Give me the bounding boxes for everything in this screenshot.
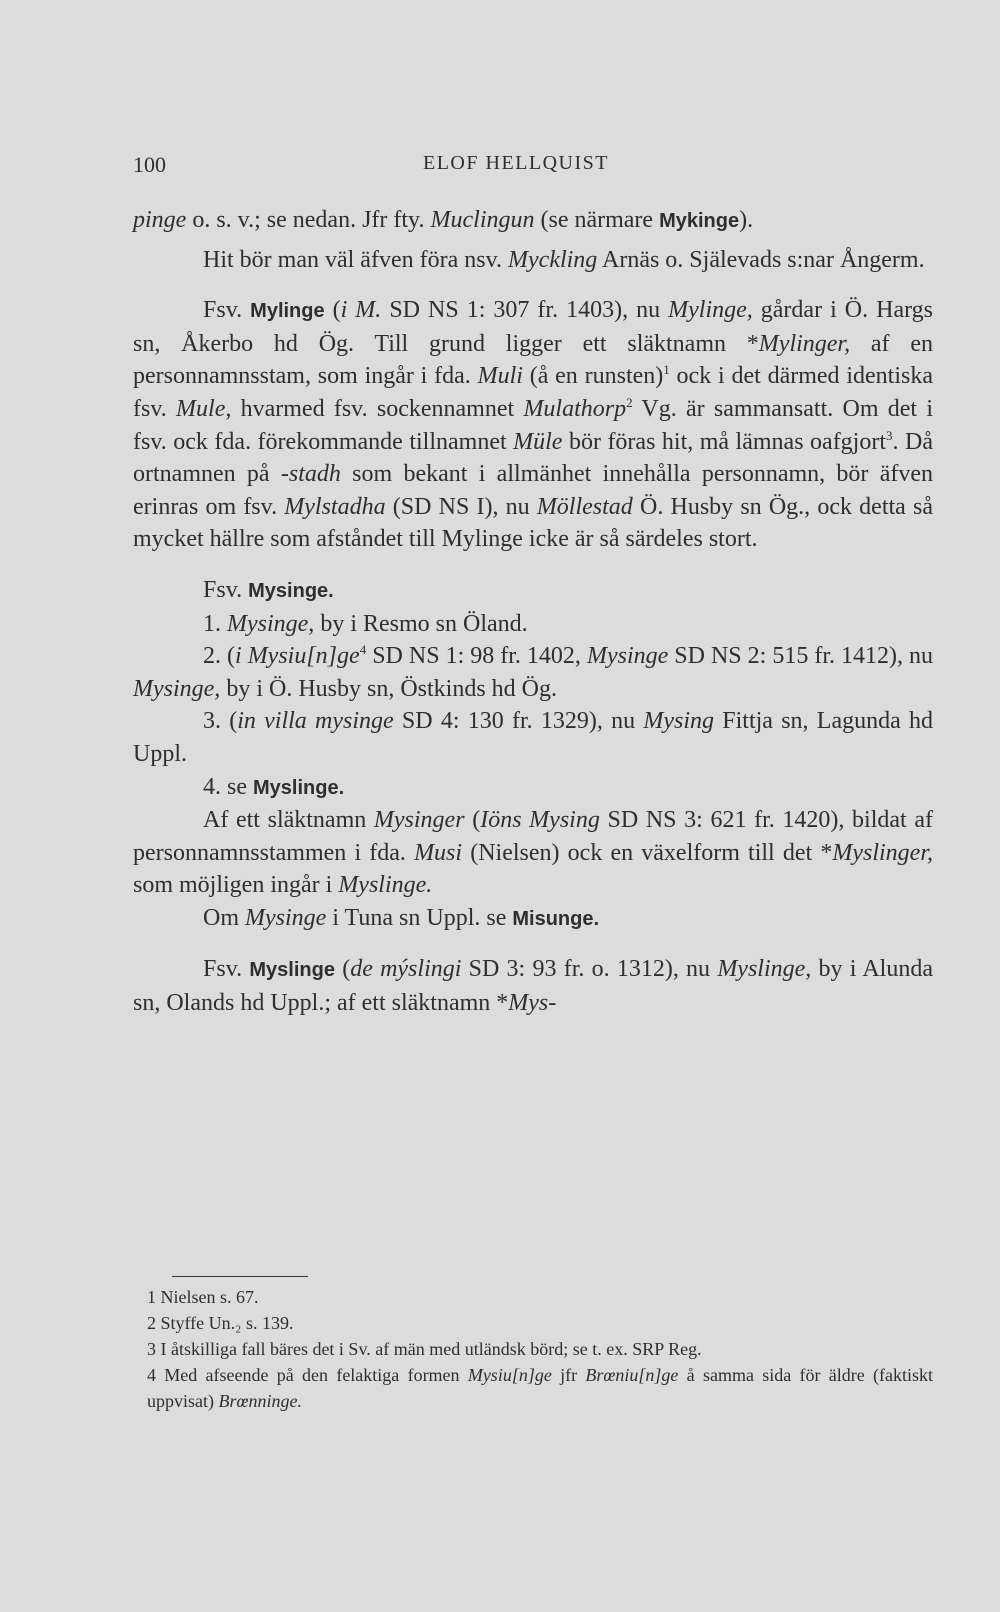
headword: Mysinge. bbox=[248, 579, 334, 602]
text-run: Fsv. bbox=[203, 297, 251, 324]
text-run: 2. ( bbox=[203, 643, 236, 670]
footnote-3: 3 I åtskilliga fall bäres det i Sv. af män med utländsk börd; se t. ex. SRP Reg. bbox=[147, 1339, 702, 1359]
text-run: SD 4: 130 fr. 1329), nu bbox=[393, 708, 644, 735]
text-run: af en personnamnsstam, som ingår i fda. bbox=[133, 330, 933, 390]
text-run: som bekant i allmänhet innehålla personnamn, bör äfven erinras om fsv. bbox=[133, 461, 933, 520]
running-head: ELOF HELLQUIST bbox=[423, 152, 609, 174]
text-run: by i Resmo sn Öland. bbox=[314, 610, 528, 637]
entry-myslinge bbox=[133, 953, 933, 1019]
italic-term: Myckling bbox=[508, 246, 598, 273]
italic-term: Brœniu[n]ge bbox=[585, 1365, 679, 1385]
italic-term: Mysinge, bbox=[227, 610, 315, 637]
text-run: i Tuna sn Uppl. se bbox=[326, 904, 513, 931]
text-run: ( bbox=[464, 807, 481, 834]
list-item-1 bbox=[133, 608, 933, 641]
text-run: 4. se bbox=[203, 773, 253, 800]
italic-term: i M. bbox=[340, 297, 382, 324]
italic-term: de mýslingi bbox=[350, 956, 462, 983]
italic-term: Mysing bbox=[643, 708, 715, 735]
text-run: som möjligen ingår i bbox=[133, 872, 339, 899]
text-run: by i Ö. Husby sn, Östkinds hd Ög. bbox=[220, 675, 558, 702]
text-run: Fittja sn, Lagunda hd Uppl. bbox=[133, 708, 933, 767]
italic-term: Mysiu[n]ge bbox=[467, 1365, 552, 1385]
text-run: Af ett släktnamn bbox=[203, 807, 374, 834]
paragraph-mysinger bbox=[133, 804, 933, 902]
text-run: Arnäs o. Själevads s:nar Ångerm. bbox=[597, 246, 925, 273]
text-run: gårdar i Ö. Hargs sn, Åkerbo hd Ög. Till grund ligger ett släktnamn * bbox=[133, 297, 933, 357]
italic-term: in villa mysinge bbox=[237, 708, 394, 735]
paragraph-tuna bbox=[133, 902, 933, 936]
italic-term: stadh bbox=[288, 461, 341, 488]
italic-term: Mysinge bbox=[245, 904, 327, 931]
italic-term: Mylinger, bbox=[758, 330, 851, 357]
text-run: 4 Med afseende på den felaktiga formen bbox=[147, 1365, 468, 1385]
footnote-4 bbox=[133, 1362, 933, 1414]
entry-mysinge-heading bbox=[133, 574, 933, 608]
text-run: ). bbox=[739, 207, 754, 233]
italic-term: Mys- bbox=[508, 990, 557, 1017]
list-item-2 bbox=[133, 640, 933, 705]
footnote-ref: 1 bbox=[663, 362, 670, 378]
text-run: 3. ( bbox=[203, 708, 238, 735]
text-run: Ö. Husby sn Ög., ock detta så mycket hällre som afståndet till Mylinge icke är så särdeles stort. bbox=[133, 493, 933, 553]
italic-term: Mylstadha bbox=[284, 493, 386, 520]
list-item-3 bbox=[133, 705, 933, 770]
text-run: o. s. v.; se nedan. Jfr fty. bbox=[186, 207, 431, 233]
page-header bbox=[133, 152, 933, 192]
text-run: å samma sida för äldre (faktiskt uppvisat) bbox=[147, 1365, 933, 1411]
italic-term: Muclingun bbox=[430, 207, 535, 233]
italic-term: Musi bbox=[414, 839, 463, 866]
text-run: SD NS 1: 98 fr. 1402, bbox=[366, 643, 587, 670]
text-run: Vg. är sammansatt. Om det i fsv. ock fda. förekommande tillnamnet bbox=[133, 395, 934, 455]
italic-term: Mysinger bbox=[373, 807, 465, 834]
headword-ref: Misunge. bbox=[512, 907, 600, 930]
italic-term: Mysinge bbox=[586, 643, 669, 670]
list-item-4 bbox=[133, 771, 933, 805]
page-number: 100 bbox=[133, 152, 166, 177]
italic-term: Mulathorp bbox=[523, 395, 627, 422]
text-run: hvarmed fsv. sockennamnet bbox=[231, 395, 524, 422]
text-run: SD NS 3: 621 fr. 1420), bildat af personnamnsstammen i fda. bbox=[133, 807, 933, 866]
text-run: SD 3: 93 fr. o. 1312), nu bbox=[461, 956, 718, 983]
headword: Myslinge bbox=[249, 959, 335, 982]
entry-mylinge bbox=[133, 294, 933, 556]
text-run: SD NS 1: 307 fr. 1403), nu bbox=[381, 297, 669, 324]
footnote-ref: 3 bbox=[886, 427, 893, 443]
text-run: ( bbox=[334, 956, 351, 983]
text-run: 1. bbox=[203, 610, 227, 637]
text-run: (SD NS I), nu bbox=[385, 493, 537, 520]
footnote-1: 1 Nielsen s. 67. bbox=[147, 1287, 259, 1307]
italic-term: Mule, bbox=[176, 395, 232, 422]
italic-term: Mysinge, bbox=[133, 675, 221, 702]
text-run: by i Alunda sn, Olands hd Uppl.; af ett släktnamn * bbox=[133, 956, 934, 1017]
italic-term: Brœnninge. bbox=[218, 1391, 302, 1411]
text-run: SD NS 2: 515 fr. 1412), nu bbox=[668, 643, 934, 670]
italic-term: Müle bbox=[513, 428, 563, 455]
text-run: Fsv. bbox=[203, 956, 250, 983]
text-run: Hit bör man väl äfven föra nsv. bbox=[203, 246, 509, 273]
text-run: ock i det därmed identiska fsv. bbox=[133, 363, 933, 422]
footnote-ref: 4 bbox=[359, 642, 367, 658]
italic-term: Mylinge, bbox=[668, 297, 753, 324]
footnote-ref: 2 bbox=[626, 394, 633, 410]
headword-ref: Myslinge. bbox=[253, 776, 345, 799]
headword-ref: Mykinge bbox=[659, 210, 740, 232]
headword: Mylinge bbox=[250, 300, 325, 323]
italic-term: Myslinge, bbox=[717, 956, 812, 983]
italic-term: Iöns Mysing bbox=[480, 807, 600, 834]
text-run: jfr bbox=[551, 1365, 586, 1385]
text-run: (Nielsen) ock en växelform till det * bbox=[462, 839, 833, 866]
text-run: (å en runsten) bbox=[522, 363, 664, 390]
italic-term: Myslinger, bbox=[832, 839, 933, 866]
italic-term: Möllestad bbox=[536, 493, 633, 520]
italic-term: i Mysiu[n]ge bbox=[235, 643, 360, 670]
italic-term: pinge bbox=[133, 207, 187, 233]
text-run: Om bbox=[203, 904, 245, 931]
paragraph-myckling bbox=[133, 244, 933, 277]
text-run: bör föras hit, må lämnas oafgjort bbox=[562, 428, 887, 455]
body-text bbox=[133, 204, 933, 1020]
footnote-2: 2 Styffe Un.₂ s. 139. bbox=[147, 1313, 294, 1333]
text-run: Fsv. bbox=[203, 576, 249, 603]
footnote-rule bbox=[172, 1276, 308, 1277]
text-run: ( bbox=[324, 297, 341, 324]
footnotes bbox=[133, 1284, 933, 1414]
italic-term: Myslinge. bbox=[338, 872, 433, 899]
text-run: . Då ortnamnen på - bbox=[133, 428, 933, 488]
text-run: (se närmare bbox=[534, 207, 660, 233]
italic-term: Muli bbox=[477, 363, 523, 390]
paragraph-pinge bbox=[133, 204, 933, 238]
